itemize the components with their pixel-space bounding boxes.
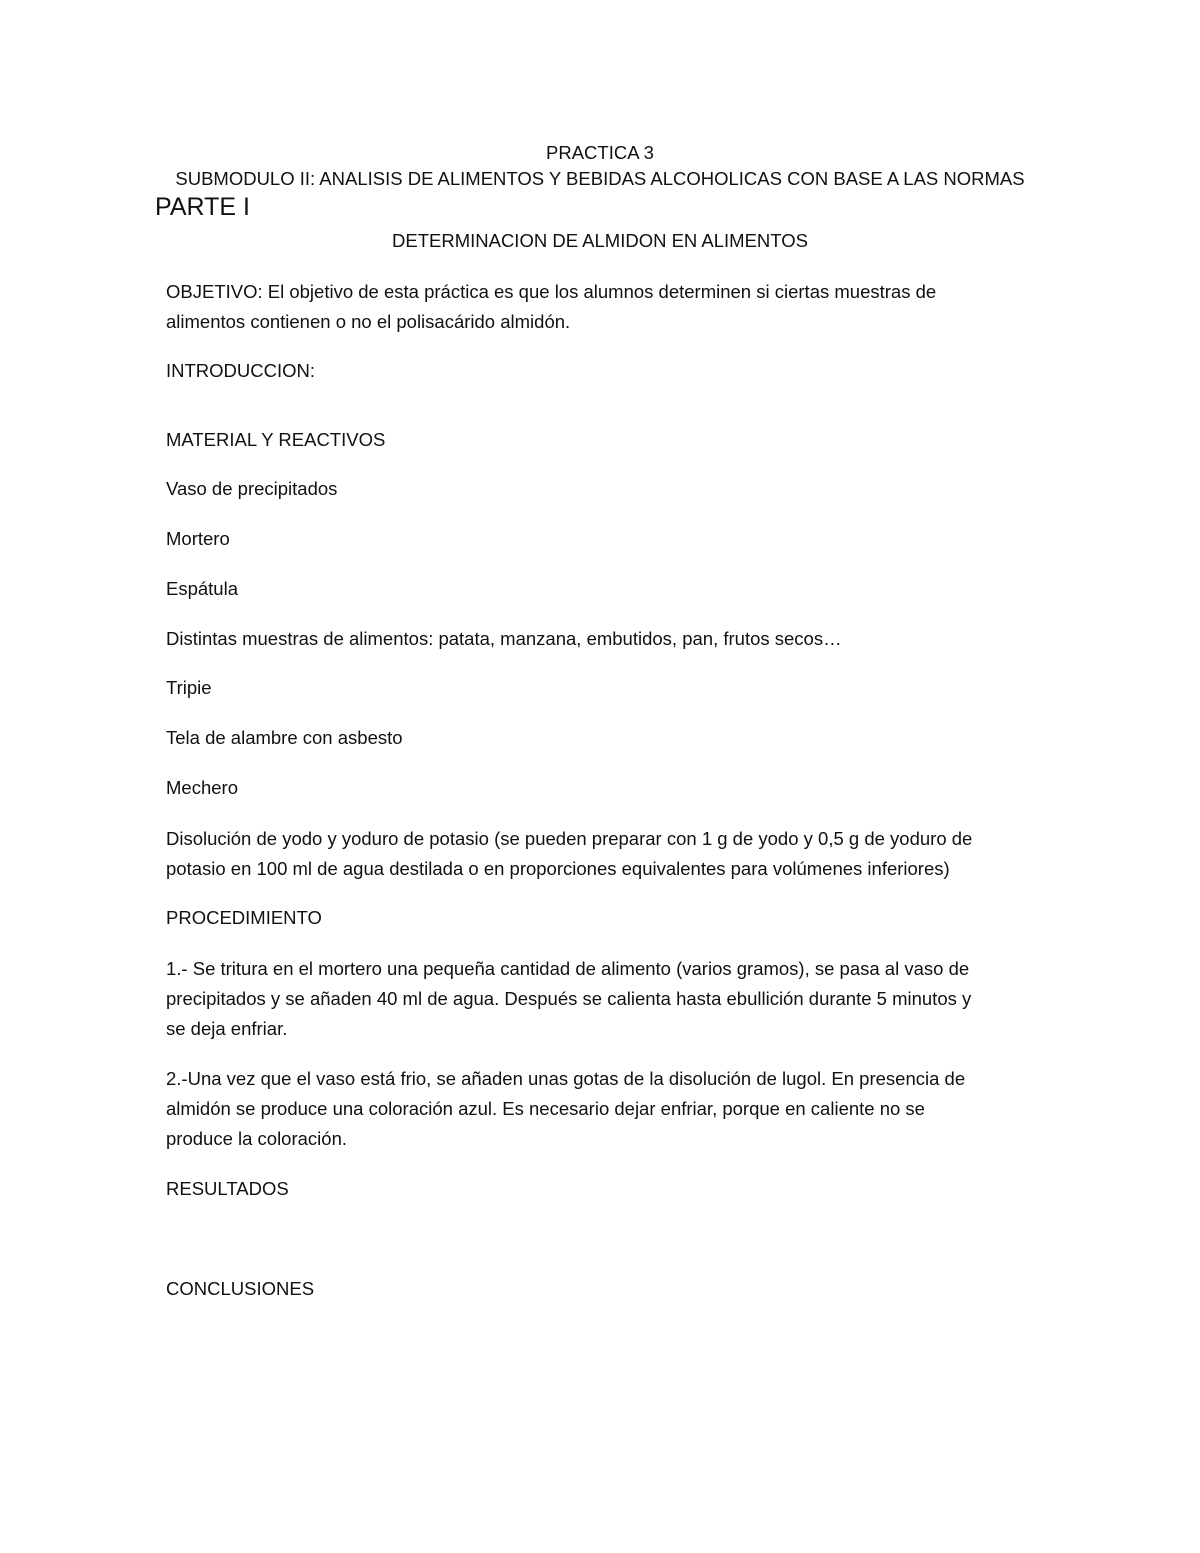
materials-heading: MATERIAL Y REACTIVOS (166, 429, 386, 450)
introduction-heading: INTRODUCCION: (166, 360, 316, 381)
step-1-line-1: 1.- Se tritura en el mortero una pequeña cantidad de alimento (varios gramos), se pasa al vaso de (166, 958, 970, 979)
part-heading: PARTE I (155, 193, 250, 221)
material-item: Vaso de precipitados (166, 478, 338, 499)
material-item: Mechero (166, 777, 238, 798)
step-1-line-2: precipitados y se añaden 40 ml de agua. Después se calienta hasta ebullición durante 5 minutos y (166, 988, 972, 1009)
submodule-title: SUBMODULO II: ANALISIS DE ALIMENTOS Y BEBIDAS ALCOHOLICAS CON BASE A LAS NORMAS (175, 168, 1025, 189)
document-title: PRACTICA 3 (546, 142, 654, 163)
material-item: Distintas muestras de alimentos: patata, manzana, embutidos, pan, frutos secos… (166, 628, 842, 649)
objective-line-2: alimentos contienen o no el polisacárido almidón. (166, 311, 571, 332)
results-heading: RESULTADOS (166, 1178, 289, 1199)
solution-line-2: potasio en 100 ml de agua destilada o en proporciones equivalentes para volúmenes inferiores) (166, 858, 950, 879)
material-item: Tripie (166, 677, 212, 698)
solution-line-1: Disolución de yodo y yoduro de potasio (se pueden preparar con 1 g de yodo y 0,5 g de yoduro de (166, 828, 973, 849)
step-2-line-3: produce la coloración. (166, 1128, 347, 1149)
practice-title: DETERMINACION DE ALMIDON EN ALIMENTOS (392, 230, 808, 251)
step-1-line-3: se deja enfriar. (166, 1018, 288, 1039)
procedure-heading: PROCEDIMIENTO (166, 907, 322, 928)
material-item: Espátula (166, 578, 238, 599)
step-2-line-1: 2.-Una vez que el vaso está frio, se añaden unas gotas de la disolución de lugol. En presencia de (166, 1068, 966, 1089)
material-item: Mortero (166, 528, 230, 549)
conclusions-heading: CONCLUSIONES (166, 1278, 315, 1299)
step-2-line-2: almidón se produce una coloración azul. Es necesario dejar enfriar, porque en caliente no se (166, 1098, 925, 1119)
material-item: Tela de alambre con asbesto (166, 727, 403, 748)
objective-line-1: OBJETIVO: El objetivo de esta práctica es que los alumnos determinen si ciertas muestras de (166, 281, 937, 302)
